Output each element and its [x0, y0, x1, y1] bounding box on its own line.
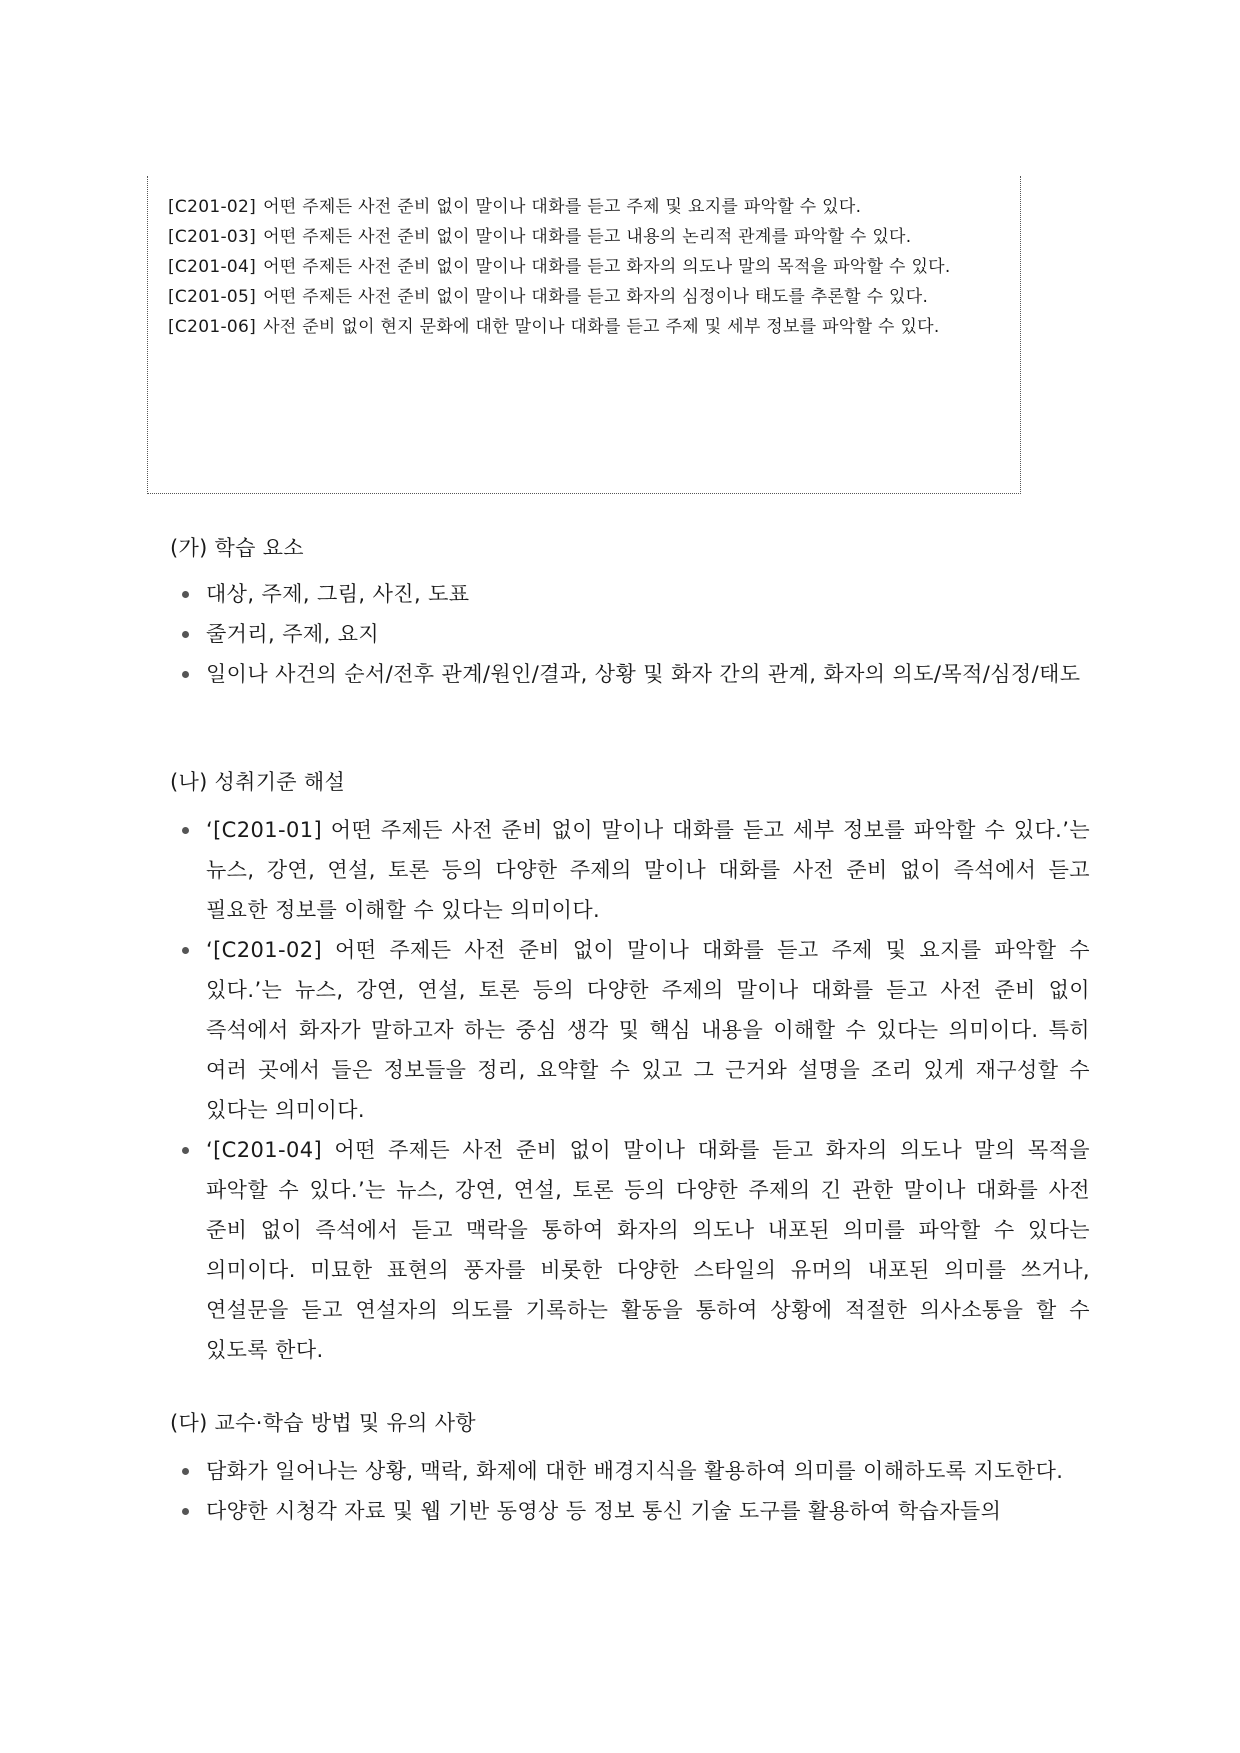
standard-item: [168, 282, 1000, 312]
standard-text: 사전 준비 없이 현지 문화에 대한 말이나 대화를 듣고 주제 및 세부 정보를 파악할 수 있다.: [263, 317, 940, 337]
standard-code: [C201-04]: [168, 257, 257, 277]
section-heading: (다) 교수·학습 방법 및 유의 사항: [170, 1411, 476, 1435]
bullet-item: 대상, 주제, 그림, 사진, 도표: [170, 574, 1090, 614]
bullet-item: 줄거리, 주제, 요지: [170, 614, 1090, 654]
bullet-list: [170, 1451, 1090, 1531]
section-heading: (나) 성취기준 해설: [170, 770, 346, 794]
achievement-standards-box: [147, 176, 1021, 494]
standard-item: [168, 222, 1000, 252]
standard-code: [C201-06]: [168, 317, 257, 337]
standard-text: 어떤 주제든 사전 준비 없이 말이나 대화를 듣고 주제 및 요지를 파악할 수 있다.: [263, 197, 862, 217]
bullet-item: 다양한 시청각 자료 및 웹 기반 동영상 등 정보 통신 기술 도구를 활용하여 학습자들의: [170, 1491, 1090, 1531]
standard-item: [168, 312, 1000, 342]
standard-text: 어떤 주제든 사전 준비 없이 말이나 대화를 듣고 화자의 의도나 말의 목적을 파악할 수 있다.: [263, 257, 951, 277]
section-standards-explanation: [170, 762, 1090, 1370]
standard-code: [C201-05]: [168, 287, 257, 307]
bullet-item: 담화가 일어나는 상황, 맥락, 화제에 대한 배경지식을 활용하여 의미를 이해하도록 지도한다.: [170, 1451, 1090, 1491]
bullet-list: [170, 810, 1090, 1370]
bullet-item: ‘[C201-02] 어떤 주제든 사전 준비 없이 말이나 대화를 듣고 주제 및 요지를 파악할 수 있다.’는 뉴스, 강연, 연설, 토론 등의 다양한 주제의 말이나 대화를 듣고 사전 준비 없이 즉석에서 화자가 말하고자 하는 중심 생각 및 핵심 내용을 이해할 수 있다는 의미이다. 특히 여러 곳에서 들은 정보들을 정리, 요약할 수 있고 그 근거와 설명을 조리 있게 재구성할 수 있다는 의미이다.: [170, 930, 1090, 1130]
section-heading: (가) 학습 요소: [170, 536, 304, 560]
standard-item: [168, 192, 1000, 222]
section-teaching-methods: [170, 1403, 1090, 1531]
standard-text: 어떤 주제든 사전 준비 없이 말이나 대화를 듣고 화자의 심정이나 태도를 추론할 수 있다.: [263, 287, 929, 307]
section-learning-elements: [170, 528, 1090, 694]
bullet-item: ‘[C201-04] 어떤 주제든 사전 준비 없이 말이나 대화를 듣고 화자의 의도나 말의 목적을 파악할 수 있다.’는 뉴스, 강연, 연설, 토론 등의 다양한 주제의 긴 관한 말이나 대화를 사전 준비 없이 즉석에서 듣고 맥락을 통하여 화자의 의도나 내포된 의미를 파악할 수 있다는 의미이다. 미묘한 표현의 풍자를 비롯한 다양한 스타일의 유머의 내포된 의미를 쓰거나, 연설문을 듣고 연설자의 의도를 기록하는 활동을 통하여 상황에 적절한 의사소통을 할 수 있도록 한다.: [170, 1130, 1090, 1370]
standard-code: [C201-02]: [168, 197, 257, 217]
bullet-list: [170, 574, 1090, 694]
standard-code: [C201-03]: [168, 227, 257, 247]
bullet-item: 일이나 사건의 순서/전후 관계/원인/결과, 상황 및 화자 간의 관계, 화자의 의도/목적/심정/태도: [170, 654, 1090, 694]
standard-text: 어떤 주제든 사전 준비 없이 말이나 대화를 듣고 내용의 논리적 관계를 파악할 수 있다.: [263, 227, 912, 247]
standard-item: [168, 252, 1000, 282]
bullet-item: ‘[C201-01] 어떤 주제든 사전 준비 없이 말이나 대화를 듣고 세부 정보를 파악할 수 있다.’는 뉴스, 강연, 연설, 토론 등의 다양한 주제의 말이나 대화를 사전 준비 없이 즉석에서 듣고 필요한 정보를 이해할 수 있다는 의미이다.: [170, 810, 1090, 930]
